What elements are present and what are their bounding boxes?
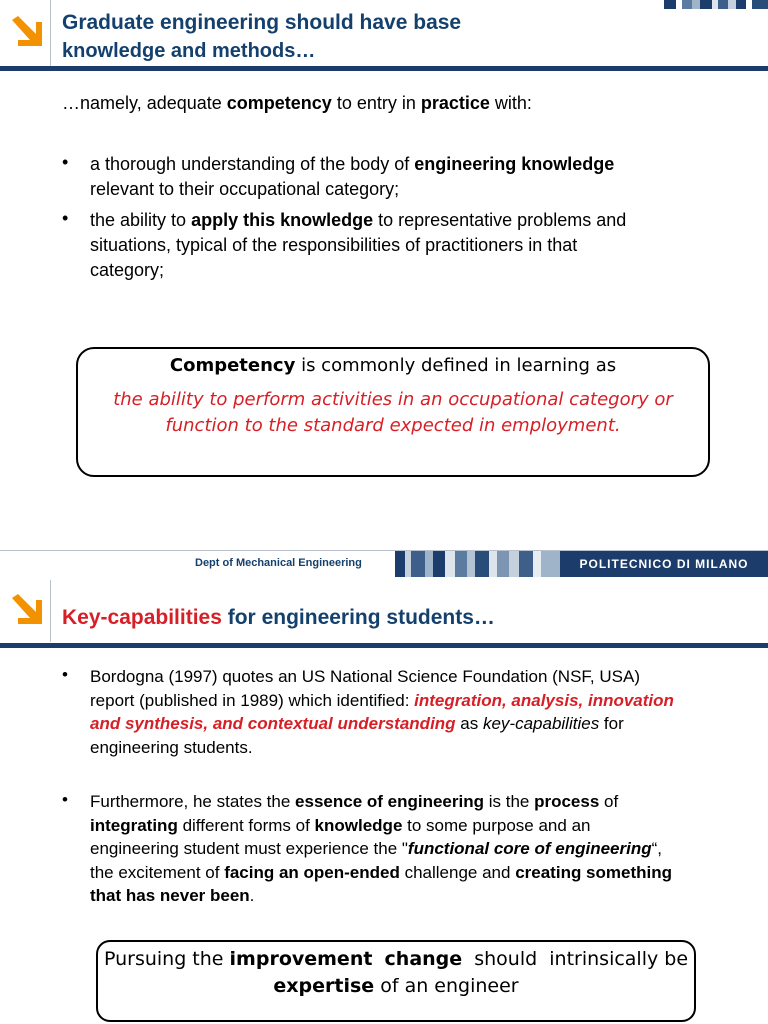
slide1-bullet2: the ability to apply this knowledge to representative problems and situations, typical of the responsibilities of practitioners in that category; [90, 210, 627, 280]
expertise-line1: Pursuing the improvement change should intrinsically be [103, 948, 689, 970]
slide2-bullet2: Furthermore, he states the essence of engineering is the process of integrating different forms of knowledge to some purpose and an engineering student must experience the "functional core of engineering“, the excitement of facing an open-ended challenge and creating something that has never been. [90, 792, 673, 905]
header-divider [50, 0, 51, 66]
slide2-header-rule [0, 643, 768, 648]
university-banner: POLITECNICO DI MILANO [560, 551, 768, 577]
bullet-dot: • [62, 665, 68, 684]
bullet-dot: • [62, 152, 69, 172]
slide1-intro: …namely, adequate competency to entry in practice with: [62, 93, 532, 113]
arrow-logo-icon [10, 14, 44, 48]
slide2-bullet1: Bordogna (1997) quotes an US National Science Foundation (NSF, USA) report (published in 1989) which identified: integration, analysis, innovation and synthesis, and contextual understanding as key-capabilities for engineering students. [90, 667, 674, 757]
slide1-title-line1: Graduate engineering should have base [62, 11, 462, 34]
footer-dept-label: Dept of Mechanical Engineering [195, 557, 362, 569]
slide1-header-rule [0, 66, 768, 71]
slide1-bullet1: a thorough understanding of the body of engineering knowledge relevant to their occupational category; [90, 154, 615, 199]
footer-pattern [395, 551, 560, 577]
expertise-line2: expertise of an engineer [273, 975, 519, 997]
bullet-dot: • [62, 790, 68, 809]
bullet-dot: • [62, 208, 69, 228]
arrow-logo-icon [10, 592, 44, 626]
competency-definition-box [76, 347, 710, 477]
header-pattern [664, 0, 768, 9]
expertise-box [96, 940, 696, 1022]
definition-heading: Competency is commonly defined in learning as [169, 355, 617, 376]
definition-text: the ability to perform activities in an occupational category or function to the standard expected in employment. [113, 389, 673, 436]
slide2-title: Key-capabilities for engineering students… [62, 606, 495, 629]
header-divider [50, 580, 51, 642]
slide1-title-line2: knowledge and methods… [62, 40, 316, 62]
